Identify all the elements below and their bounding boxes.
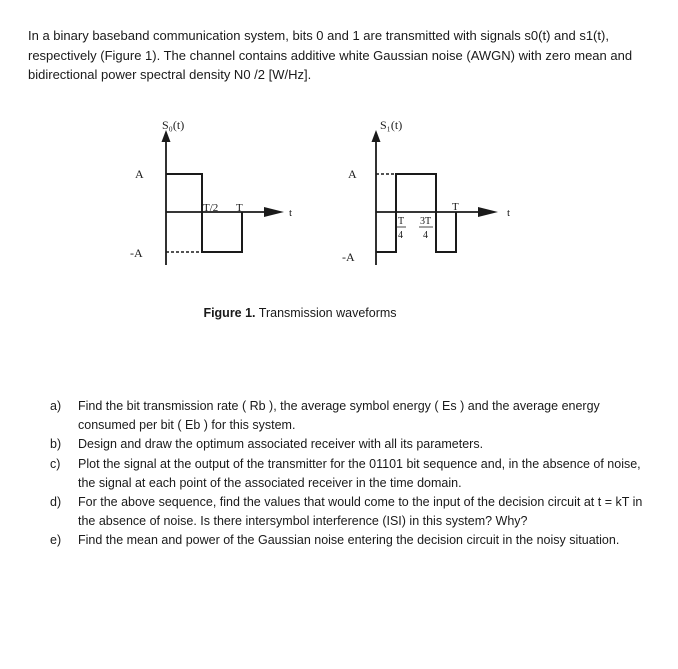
figure-caption-number: Figure 1. (203, 306, 256, 320)
question-label: a) (50, 399, 62, 413)
s0-amplitude-negative: -A (130, 246, 143, 260)
s1-label: S₁(t) (380, 118, 403, 132)
s1-tick-quarter-num: T (398, 216, 405, 227)
question-item (50, 493, 650, 531)
question-label: e) (50, 533, 62, 548)
question-item (50, 397, 650, 435)
figure-caption-text: Transmission waveforms (255, 306, 397, 320)
s0-amplitude-positive: A (135, 167, 144, 181)
s1-tick-quarter-den: 4 (398, 230, 403, 241)
s1-t-axis-arrow (478, 207, 498, 217)
s1-tick-period: T (452, 201, 459, 213)
question-text: For the above sequence, find the values that would come to the input of the decision circuit at t = kT in the absence of noise. Is there intersymbol interference (ISI) in this system? Why? (78, 495, 643, 529)
problem-intro: In a binary baseband communication system, bits 0 and 1 are transmitted with signals s0(t) and s1(t), respectively (Figure 1). The channel contains additive white Gaussian noise (AWGN) with zero mean and bidirectional power spectral density N0 /2 [W/Hz]. (28, 28, 633, 82)
question-text: Design and draw the optimum associated receiver with all its parameters. (78, 437, 484, 452)
question-label: d) (50, 495, 62, 510)
question-text: Find the mean and power of the Gaussian noise entering the decision circuit in the noisy situation. (78, 533, 620, 548)
s0-tick-half-period: T/2 (203, 202, 219, 214)
figure-caption (0, 306, 600, 320)
s1-waveform-plot (342, 118, 510, 265)
question-label: c) (50, 456, 61, 471)
s0-waveform-plot (130, 118, 292, 265)
s0-t-axis-arrow (264, 207, 284, 217)
question-label: b) (50, 437, 62, 452)
s0-label: S₀(t) (162, 118, 185, 132)
s1-axis-label: t (507, 207, 511, 219)
question-text: Plot the signal at the output of the transmitter for the 01101 bit sequence and, in the absence of noise, the signal at each point of the associated receiver in the time domain. (78, 456, 641, 490)
s1-signal-line (376, 174, 456, 252)
question-list (50, 397, 650, 551)
s1-tick-three-quarter-num: 3T (420, 216, 432, 227)
s1-tick-three-quarter-den: 4 (423, 230, 428, 241)
question-item (50, 435, 650, 454)
figure-transmission-waveforms (0, 100, 678, 335)
s1-amplitude-positive: A (348, 167, 357, 181)
s1-amplitude-negative: -A (342, 250, 355, 264)
s0-tick-period: T (236, 202, 243, 214)
s0-axis-label: t (289, 207, 293, 219)
waveforms-svg (0, 100, 678, 335)
question-item (50, 531, 650, 550)
question-text: Find the bit transmission rate ( Rb ), the average symbol energy ( Es ) and the average energy consumed per bit ( Eb ) for this system. (78, 399, 600, 433)
question-item (50, 455, 650, 493)
